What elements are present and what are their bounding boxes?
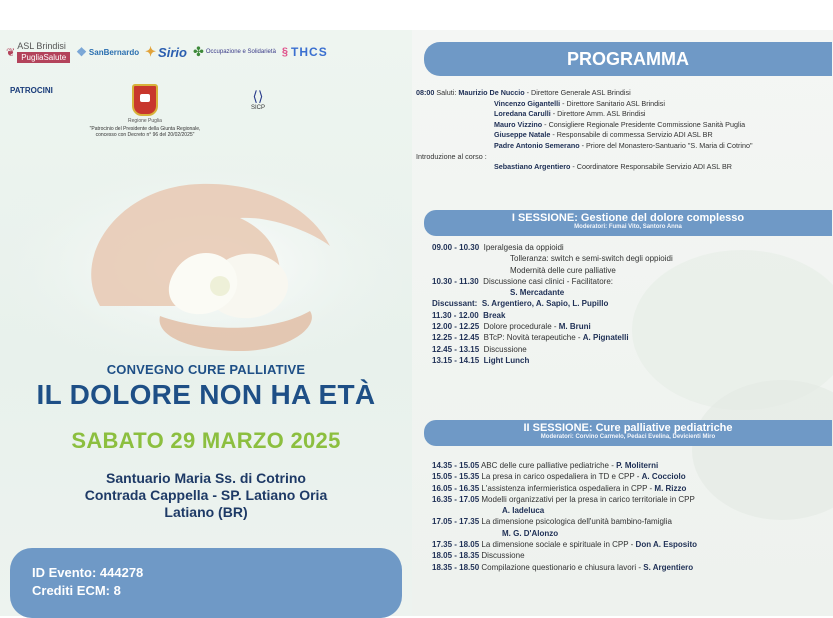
event-title-block bbox=[0, 362, 412, 411]
intro-row: Padre Antonio Semerano - Priore del Monastero-Santuario "S. Maria di Cotrino" bbox=[494, 140, 753, 150]
intro-row: Vincenzo Gigantelli - Direttore Sanitario ASL Brindisi bbox=[494, 98, 665, 108]
list-item: 09.00 - 10.30 Iperalgesia da oppioidi bbox=[432, 243, 564, 252]
sanbernardo-logo: ❖ SanBernardo bbox=[76, 45, 140, 59]
asl-emblem-icon: ❦ bbox=[6, 46, 16, 59]
regione-puglia-crest-icon bbox=[132, 84, 158, 116]
list-item: 18.05 - 18.35 Discussione bbox=[432, 551, 525, 561]
sicp-logo: ⟨⟩ SICP bbox=[240, 88, 276, 111]
list-item: 12.25 - 12.45 BTcP: Novità terapeutiche - A. Pignatelli bbox=[432, 333, 629, 343]
programma-heading: PROGRAMMA bbox=[424, 42, 832, 76]
list-item: Modernità delle cure palliative bbox=[510, 265, 616, 275]
intro-row: 08:00 Saluti: Maurizio De Nuccio - Direttore Generale ASL Brindisi bbox=[416, 88, 631, 97]
hands-flower-image bbox=[10, 156, 402, 356]
intro-row: Sebastiano Argentiero - Coordinatore Responsabile Servizio ADI ASL BR bbox=[494, 162, 732, 172]
venue-line-2: Contrada Cappella - SP. Latiano Oria bbox=[84, 487, 328, 503]
sanbernardo-icon: ❖ bbox=[76, 45, 87, 59]
list-item: 16.35 - 17.05 Modelli organizzativi per la presa in carico territoriale in CPP bbox=[432, 494, 695, 504]
patronage-caption: "Patrocinio del Presidente della Giunta Regionale, concesso con Decreto n° 96 del 20/02/2025" bbox=[89, 126, 201, 138]
list-item: 12.00 - 12.25 Dolore procedurale - M. Bruni bbox=[432, 322, 591, 332]
intro-section bbox=[416, 88, 833, 173]
list-item: 17.35 - 18.05 La dimensione sociale e spirituale in CPP - Don A. Esposito bbox=[432, 540, 698, 550]
session-1-header bbox=[424, 210, 832, 236]
asl-name: ASL Brindisi bbox=[17, 41, 66, 51]
list-item: 11.30 - 12.00 Break bbox=[432, 310, 506, 320]
dna-icon: § bbox=[281, 46, 290, 58]
event-id-box bbox=[10, 548, 402, 618]
event-venue bbox=[0, 470, 412, 521]
sponsor-logos bbox=[0, 30, 412, 74]
intro-row: Mauro Vizzino - Consigliere Regionale Presidente Commissione Sanità Puglia bbox=[494, 119, 746, 129]
puzzle-icon: ✤ bbox=[192, 44, 204, 59]
regione-puglia-patronage bbox=[80, 84, 210, 138]
list-item: 17.05 - 17.35 La dimensione psicologica dell'unità bambino-famiglia bbox=[432, 517, 672, 527]
intro-row: Loredana Carulli - Direttore Amm. ASL Brindisi bbox=[494, 109, 646, 119]
list-item: 12.45 - 13.15 Discussione bbox=[432, 344, 527, 354]
event-subtitle: CONVEGNO CURE PALLIATIVE bbox=[106, 362, 306, 377]
list-item: A. Iadeluca bbox=[502, 506, 545, 516]
list-item: 13.15 - 14.15 Light Lunch bbox=[432, 355, 530, 365]
venue-line-1: Santuario Maria Ss. di Cotrino bbox=[106, 470, 306, 486]
list-item: 15.05 - 15.35 La presa in carico ospedaliera in TD e CPP - A. Cocciolo bbox=[432, 472, 686, 482]
patrocini-label: PATROCINI bbox=[10, 86, 53, 95]
venue-line-3: Latiano (BR) bbox=[164, 504, 248, 520]
event-id: ID Evento: 444278 bbox=[32, 565, 144, 580]
intro-corso-label: Introduzione al corso : bbox=[416, 151, 487, 161]
ecm-credits: Crediti ECM: 8 bbox=[32, 583, 121, 598]
list-item: Discussant: S. Argentiero, A. Sapio, L. Pupillo bbox=[432, 299, 609, 309]
pugliasalute-name: PugliaSalute bbox=[17, 52, 70, 63]
list-item: 10.30 - 11.30 Discussione casi clinici - Facilitatore: bbox=[432, 276, 613, 286]
occupazione-logo: ✤ Occupazione e Solidarietà bbox=[192, 44, 276, 59]
session-1-title: I SESSIONE: Gestione del dolore complesso bbox=[511, 212, 745, 224]
session-1-list bbox=[432, 242, 832, 366]
thcs-logo: § THCS bbox=[281, 45, 328, 59]
intro-row: Giuseppe Natale - Responsabile di commessa Servizio ADI ASL BR bbox=[494, 130, 713, 140]
session-2-title: II SESSIONE: Cure palliative pediatriche bbox=[523, 422, 733, 434]
list-item: M. G. D'Alonzo bbox=[502, 528, 559, 538]
sirio-logo: ✦ Sirio bbox=[145, 44, 187, 60]
asl-brindisi-logo bbox=[6, 41, 70, 63]
session-1-moderators: Moderatori: Fumai Vito, Santoro Anna bbox=[574, 224, 682, 230]
list-item: 14.35 - 15.05 ABC delle cure palliative pediatriche - P. Moliterni bbox=[432, 461, 659, 470]
event-date: SABATO 29 MARZO 2025 bbox=[71, 428, 341, 453]
list-item: Tolleranza: switch e semi-switch degli oppioidi bbox=[510, 254, 673, 264]
session-2-moderators: Moderatori: Corvino Carmelo, Pedaci Evelina, Devicienti Miro bbox=[540, 434, 716, 440]
list-item: S. Mercadante bbox=[510, 288, 565, 298]
star-icon: ✦ bbox=[145, 44, 157, 59]
event-title: IL DOLORE NON HA ETÀ bbox=[36, 379, 376, 410]
session-2-list bbox=[432, 460, 832, 573]
list-item: 18.35 - 18.50 Compilazione questionario e chiusura lavori - S. Argentiero bbox=[432, 562, 694, 572]
sicp-emblem-icon: ⟨⟩ bbox=[252, 88, 264, 104]
list-item: 16.05 - 16.35 L'assistenza infermieristica ospedaliera in CPP - M. Rizzo bbox=[432, 483, 687, 493]
regione-name: Regione Puglia bbox=[128, 118, 162, 124]
session-2-header bbox=[424, 420, 832, 446]
